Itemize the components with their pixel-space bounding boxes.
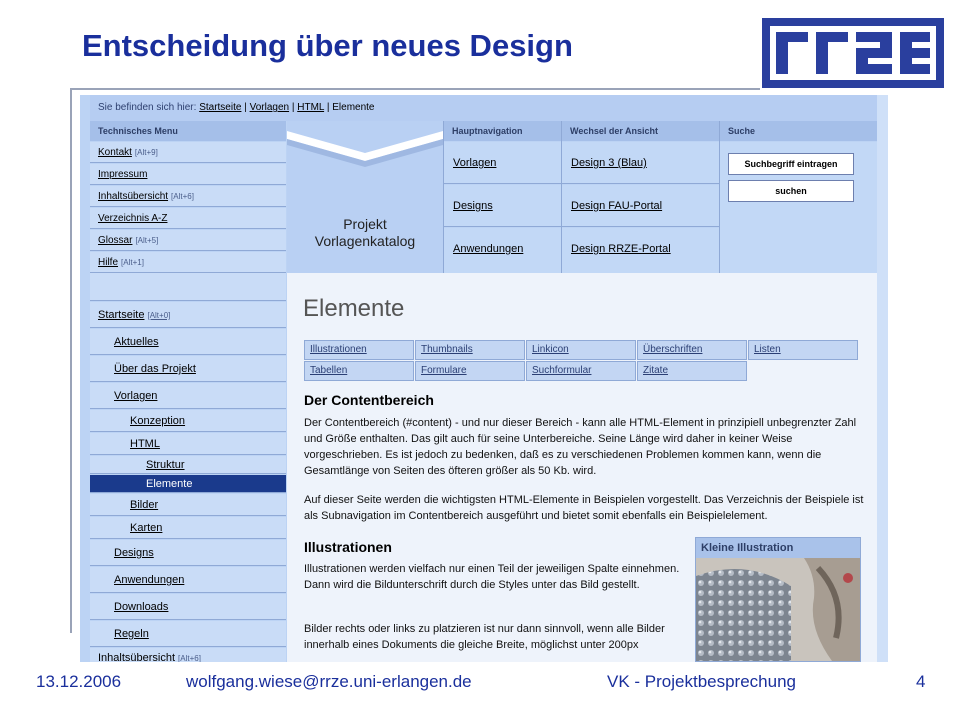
section-contentbereich-title: Der Contentbereich	[304, 392, 434, 408]
ansicht-design3-label[interactable]: Design 3 (Blau)	[571, 157, 647, 169]
divider	[561, 121, 562, 273]
sidebar-inhalt-label[interactable]: Inhaltsübersicht	[98, 652, 176, 662]
tech-menu-impressum-label[interactable]: Impressum	[98, 169, 148, 180]
tech-menu-impressum[interactable]	[90, 164, 286, 185]
ansicht-title: Wechsel der Ansicht	[562, 121, 719, 141]
sidebar-item-konzeption[interactable]	[90, 410, 286, 432]
sidebar-inhalt-key: [Alt+6]	[178, 654, 201, 662]
project-chevron-graphic	[287, 131, 443, 191]
search-title: Suche	[720, 121, 877, 141]
section-contentbereich-text: Der Contentbereich (#content) - und nur dieser Bereich - kann alle HTML-Element in prinzipiell unbegrenzter Zahl und Größe enthalten. Das gilt auch für seine Unterbereiche. Seine Länge wird daher in keiner Weise vorgeschrieben. Es ist jedoch zu bedenken, daß es zu verschiedenen Problemen kommen kann, wenn die Gesamtlänge von Seiten des öfteren größer als 50 Kb. wird.	[304, 417, 857, 477]
sidebar-item-karten[interactable]	[90, 517, 286, 539]
tech-menu-inhalt-key: [Alt+6]	[171, 192, 194, 201]
project-title	[287, 216, 443, 250]
sidebar-startseite-label[interactable]: Startseite	[98, 309, 145, 321]
tab-formulare[interactable]	[415, 361, 525, 381]
sidebar-ueber-label[interactable]: Über das Projekt	[114, 363, 196, 375]
divider	[719, 121, 720, 273]
breadcrumb-vorlagen[interactable]: Vorlagen	[249, 102, 290, 113]
footer-event: VK - Projektbesprechung	[607, 672, 796, 691]
hauptnav-designs-label[interactable]: Designs	[453, 200, 493, 212]
sidebar-item-vorlagen[interactable]	[90, 383, 286, 409]
frame-left-rule	[70, 88, 72, 633]
section-illustrationen-text: Illustrationen werden vielfach nur einen Teil der jeweiligen Spalte einnehmen. Dann wird die Bildunterschrift durch die Styles unter das Bild gestellt.	[304, 563, 680, 591]
hauptnav-title: Hauptnavigation	[444, 121, 561, 141]
divider	[443, 121, 444, 273]
ansicht-fau[interactable]	[562, 185, 719, 227]
sidebar-elemente-label[interactable]: Elemente	[146, 478, 193, 490]
tab-formulare-label[interactable]: Formulare	[421, 365, 467, 376]
tech-menu-verzeichnis[interactable]	[90, 208, 286, 229]
slide-title: Entscheidung über neues Design	[82, 28, 573, 63]
website-screenshot	[80, 95, 888, 662]
illustration-box	[695, 537, 861, 662]
sidebar-item-downloads[interactable]	[90, 594, 286, 620]
sidebar-karten-label[interactable]: Karten	[130, 522, 163, 534]
tab-illustrationen[interactable]	[304, 340, 414, 360]
sidebar-startseite-key: [Alt+0]	[147, 311, 171, 320]
tab-zitate[interactable]	[637, 361, 747, 381]
tab-linkicon[interactable]	[526, 340, 636, 360]
ansicht-rrze-label[interactable]: Design RRZE-Portal	[571, 243, 671, 255]
tech-menu-kontakt-key: [Alt+9]	[134, 148, 158, 157]
tab-ueberschriften[interactable]	[637, 340, 747, 360]
tab-thumbnails[interactable]	[415, 340, 525, 360]
tech-menu-inhalt[interactable]	[90, 186, 286, 207]
tech-menu-kontakt-label[interactable]: Kontakt	[98, 147, 132, 158]
tech-menu-glossar-key: [Alt+5]	[135, 236, 159, 245]
tech-menu-verzeichnis-label[interactable]: Verzeichnis A-Z	[98, 213, 168, 224]
sidebar-spacer	[90, 273, 286, 301]
sidebar-downloads-label[interactable]: Downloads	[114, 601, 169, 613]
tab-thumbnails-label[interactable]: Thumbnails	[421, 344, 473, 355]
footer-email: wolfgang.wiese@rrze.uni-erlangen.de	[186, 672, 472, 691]
breadcrumb-html[interactable]: HTML	[297, 102, 325, 113]
rrze-logo	[762, 18, 944, 88]
sidebar-designs-label[interactable]: Designs	[114, 547, 154, 559]
breadcrumb-startseite[interactable]: Startseite	[199, 102, 242, 113]
search-button[interactable]: suchen	[728, 180, 854, 202]
hauptnav-anwendungen-label[interactable]: Anwendungen	[453, 243, 524, 255]
hauptnav-anwendungen[interactable]	[444, 228, 561, 273]
illustration-title: Kleine Illustration	[696, 538, 860, 558]
sidebar-struktur-label[interactable]: Struktur	[146, 459, 185, 471]
sidebar-item-struktur[interactable]	[90, 456, 286, 474]
hauptnav-vorlagen[interactable]	[444, 142, 561, 184]
tech-menu-kontakt[interactable]	[90, 142, 286, 163]
tab-suchformular-label[interactable]: Suchformular	[532, 365, 592, 376]
sidebar-item-elemente-active[interactable]	[90, 475, 286, 493]
sidebar-item-aktuelles[interactable]	[90, 329, 286, 355]
sidebar-item-startseite[interactable]	[90, 302, 286, 328]
sidebar-regeln-label[interactable]: Regeln	[114, 628, 149, 640]
hauptnav-vorlagen-label[interactable]: Vorlagen	[453, 157, 497, 169]
project-title-line1: Projekt	[343, 216, 387, 232]
tab-tabellen[interactable]	[304, 361, 414, 381]
content-area	[287, 273, 877, 662]
tab-ueberschriften-label[interactable]: Überschriften	[643, 344, 703, 355]
tech-menu-hilfe-key: [Alt+1]	[121, 258, 144, 267]
tab-listen[interactable]	[748, 340, 858, 360]
search-input[interactable]: Suchbegriff eintragen	[728, 153, 854, 175]
sidebar-vorlagen-label[interactable]: Vorlagen	[114, 390, 158, 402]
project-box	[287, 121, 443, 273]
ansicht-fau-label[interactable]: Design FAU-Portal	[571, 200, 663, 212]
content-heading: Elemente	[303, 295, 405, 322]
sidebar-bilder-label[interactable]: Bilder	[130, 499, 159, 511]
footer-date: 13.12.2006	[36, 672, 122, 691]
sidebar-item-inhalt[interactable]	[90, 648, 286, 662]
screenshot-right-edge	[877, 95, 888, 662]
section-contentbereich-text2: Auf dieser Seite werden die wichtigsten HTML-Elemente in Beispielen vorgestellt. Das Verzeichnis der Beispiele ist als Subnavigation im Contentbereich ausgeführt und bietet somit ebenfalls ein Beispielelement.	[304, 494, 864, 522]
tab-listen-label[interactable]: Listen	[754, 344, 781, 355]
tech-menu-hilfe-label[interactable]: Hilfe	[98, 257, 119, 268]
hauptnav-designs[interactable]	[444, 185, 561, 227]
illustration-image	[696, 558, 860, 661]
breadcrumb-current: Elemente	[332, 102, 375, 113]
sidebar-item-designs[interactable]	[90, 540, 286, 566]
tab-linkicon-label[interactable]: Linkicon	[532, 344, 569, 355]
sidebar-item-regeln[interactable]	[90, 621, 286, 647]
tech-menu-title: Technisches Menu	[90, 121, 286, 141]
breadcrumb: Sie befinden sich hier: Startseite | Vorlagen | HTML | Elemente	[90, 95, 877, 121]
tab-tabellen-label[interactable]: Tabellen	[310, 365, 348, 376]
project-title-line2: Vorlagenkatalog	[314, 233, 416, 249]
sidebar-aktuelles-label[interactable]: Aktuelles	[114, 336, 159, 348]
section-illustrationen-title: Illustrationen	[304, 539, 392, 555]
tab-suchformular[interactable]	[526, 361, 636, 381]
sidebar-html-label[interactable]: HTML	[130, 438, 160, 450]
tech-menu-hilfe[interactable]	[90, 252, 286, 273]
tech-menu-inhalt-label[interactable]: Inhaltsübersicht	[98, 191, 169, 202]
tab-illustrationen-label[interactable]: Illustrationen	[310, 344, 367, 355]
tab-zitate-label[interactable]: Zitate	[643, 365, 669, 376]
footer-page-number: 4	[916, 672, 926, 691]
ansicht-rrze[interactable]	[562, 228, 719, 273]
title-rule	[70, 88, 760, 90]
breadcrumb-label: Sie befinden sich hier:	[98, 102, 197, 113]
section-illustrationen-text2: Bilder rechts oder links zu platzieren ist nur dann sinnvoll, wenn alle Bilder innerhalb eines Dokuments die gleiche Breite, möglichst unter 200px	[304, 623, 665, 651]
ansicht-design3[interactable]	[562, 142, 719, 184]
sidebar-item-html[interactable]	[90, 433, 286, 455]
tech-menu-glossar[interactable]	[90, 230, 286, 251]
sidebar-konzeption-label[interactable]: Konzeption	[130, 415, 186, 427]
sidebar-item-ueber[interactable]	[90, 356, 286, 382]
tech-menu-glossar-label[interactable]: Glossar	[98, 235, 133, 246]
sidebar-anwendungen-label[interactable]: Anwendungen	[114, 574, 185, 586]
sidebar-item-anwendungen[interactable]	[90, 567, 286, 593]
sidebar-item-bilder[interactable]	[90, 494, 286, 516]
